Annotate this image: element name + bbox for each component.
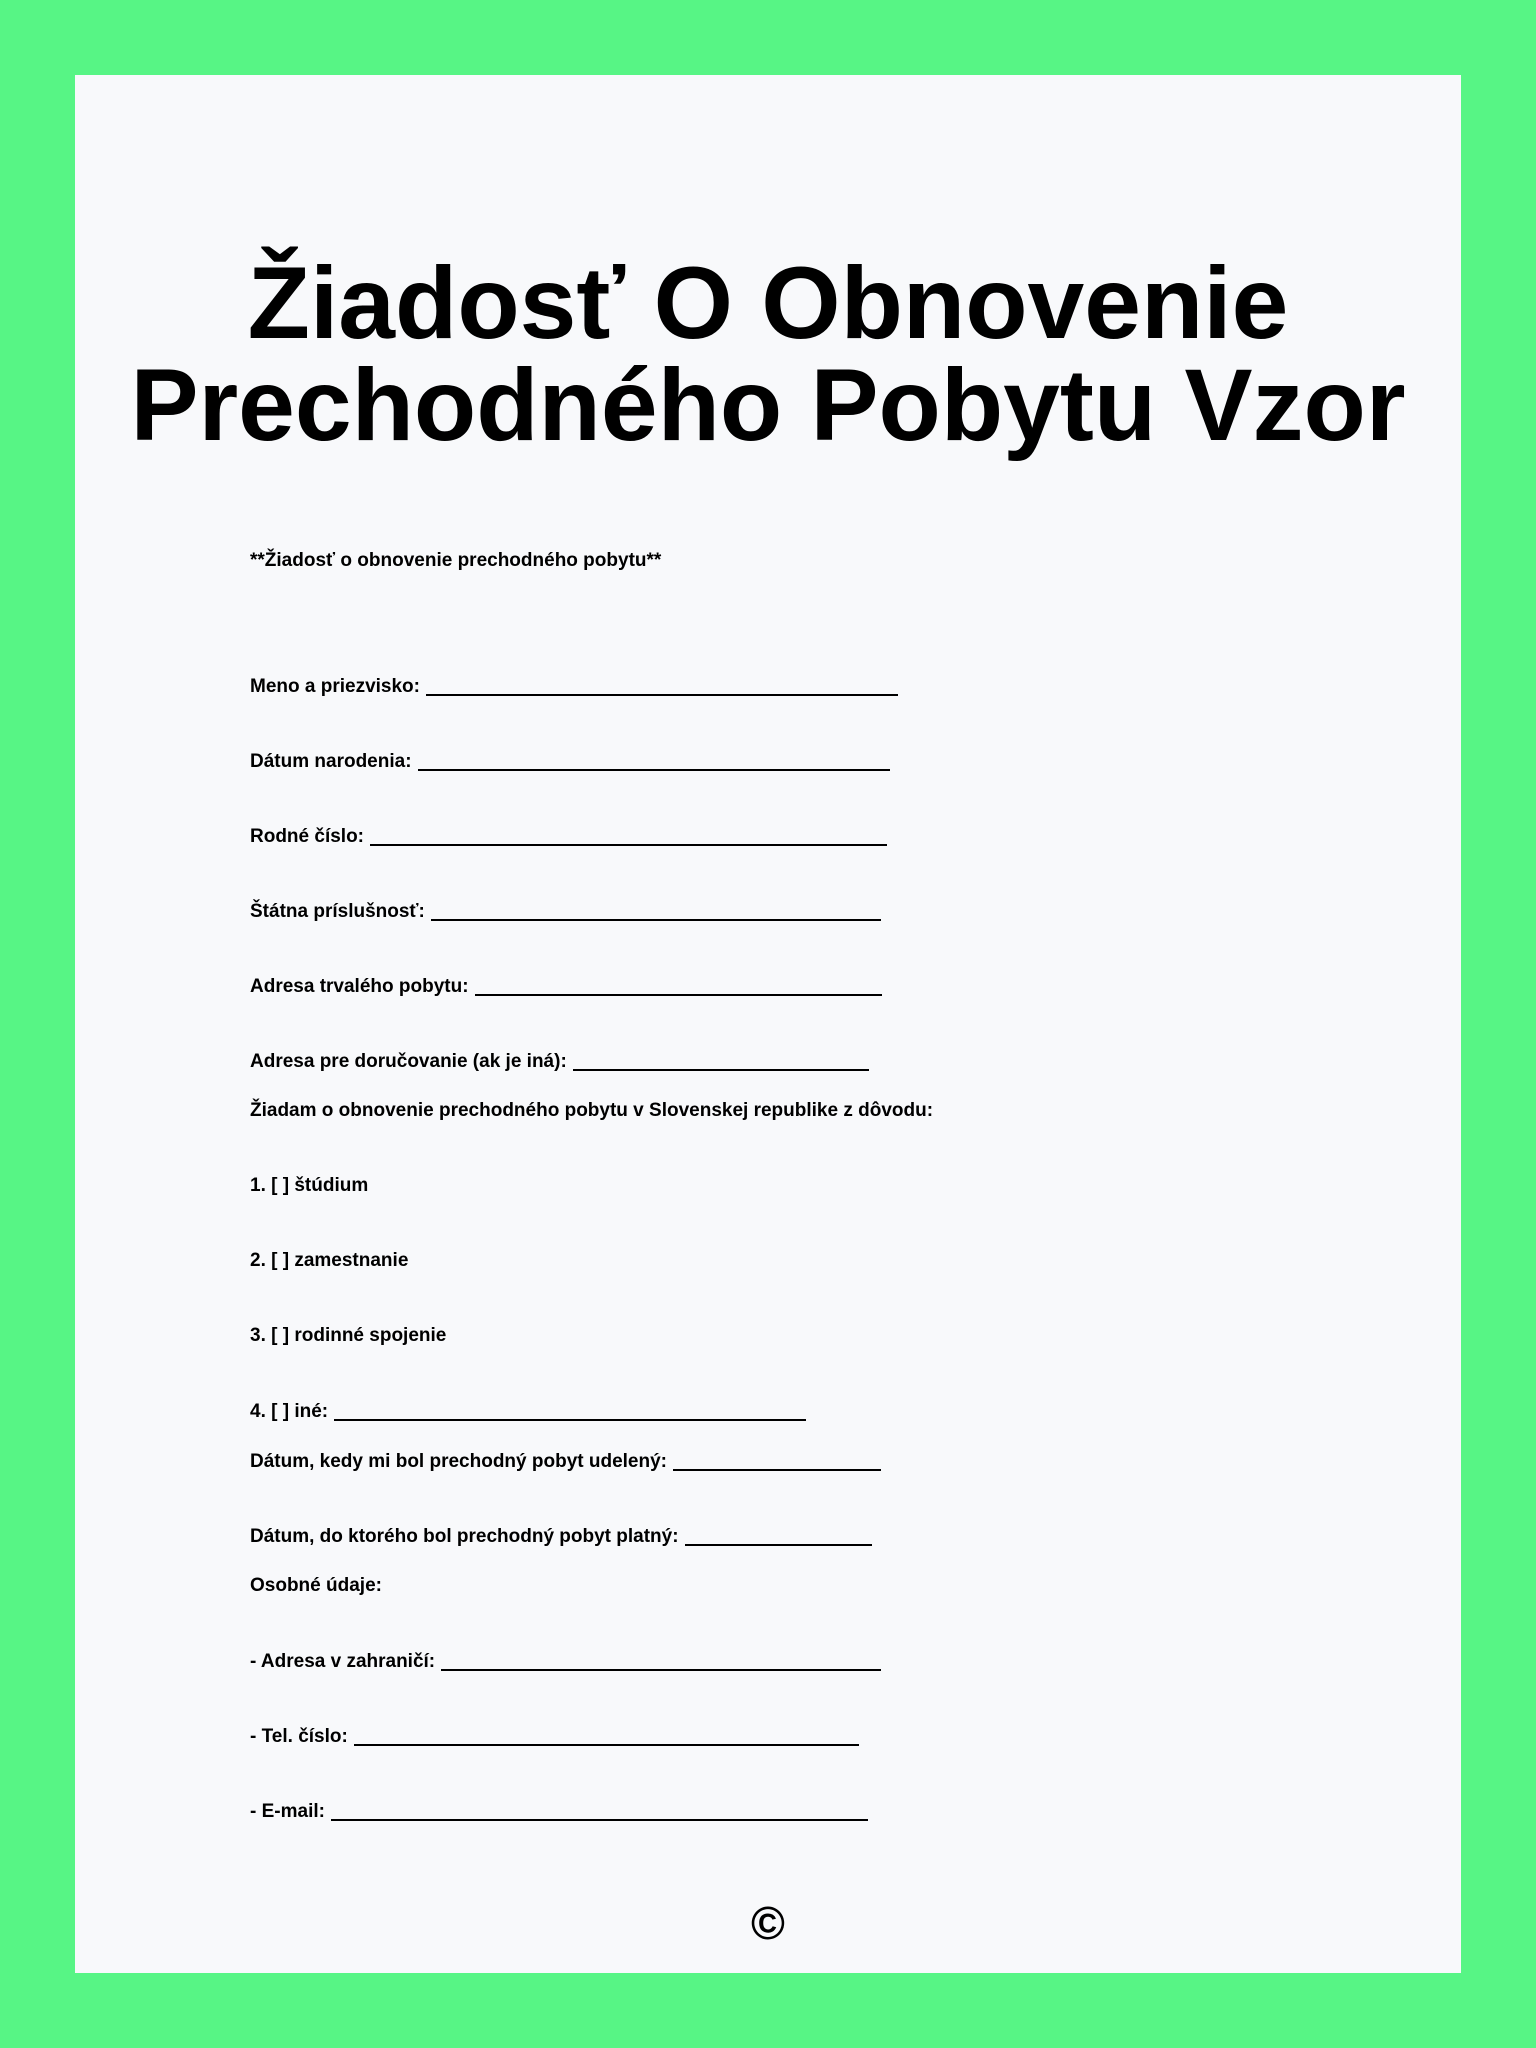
field-valid-until xyxy=(250,1524,872,1549)
field-email-blank[interactable] xyxy=(331,1799,868,1821)
field-name-label: Meno a priezvisko: xyxy=(250,676,420,697)
reason-option-study[interactable]: 1. [ ] štúdium xyxy=(250,1175,369,1196)
field-citizenship-label: Štátna príslušnosť: xyxy=(250,901,425,922)
field-birth-number-label: Rodné číslo: xyxy=(250,826,365,847)
field-valid-until-label: Dátum, do ktorého bol prechodný pobyt platný: xyxy=(250,1526,679,1547)
field-birth-number xyxy=(250,824,887,849)
reason-other-blank[interactable] xyxy=(334,1399,806,1421)
field-permanent-address xyxy=(250,974,882,999)
field-delivery-address-label: Adresa pre doručovanie (ak je iná): xyxy=(250,1051,567,1072)
field-granted-date-label: Dátum, kedy mi bol prechodný pobyt udelený: xyxy=(250,1451,667,1472)
field-foreign-address xyxy=(250,1649,881,1674)
document-title-line-2: Prechodného Pobytu Vzor xyxy=(130,348,1406,462)
field-granted-date-blank[interactable] xyxy=(673,1449,881,1471)
reason-option-other-label: 4. [ ] iné: xyxy=(250,1401,329,1422)
field-email-label: - E-mail: xyxy=(250,1801,325,1822)
field-granted-date xyxy=(250,1449,881,1474)
field-citizenship-blank[interactable] xyxy=(431,899,881,921)
copyright-symbol: © xyxy=(751,1897,785,1949)
field-citizenship xyxy=(250,899,881,924)
reason-option-employment[interactable]: 2. [ ] zamestnanie xyxy=(250,1250,409,1271)
document-title-line-1: Žiadosť O Obnovenie xyxy=(247,246,1289,360)
field-foreign-address-label: - Adresa v zahraničí: xyxy=(250,1651,436,1672)
field-valid-until-blank[interactable] xyxy=(685,1524,872,1546)
field-name xyxy=(250,674,898,699)
form-heading: **Žiadosť o obnovenie prechodného pobytu** xyxy=(250,550,662,571)
field-permanent-address-label: Adresa trvalého pobytu: xyxy=(250,976,469,997)
reason-option-family[interactable]: 3. [ ] rodinné spojenie xyxy=(250,1325,447,1346)
field-name-blank[interactable] xyxy=(426,674,898,696)
field-email xyxy=(250,1799,868,1824)
personal-heading: Osobné údaje: xyxy=(250,1575,382,1596)
field-permanent-address-blank[interactable] xyxy=(475,974,882,996)
reason-intro: Žiadam o obnovenie prechodného pobytu v Slovenskej republike z dôvodu: xyxy=(250,1100,934,1121)
field-birth-number-blank[interactable] xyxy=(370,824,887,846)
field-phone-blank[interactable] xyxy=(354,1724,859,1746)
reason-option-other[interactable] xyxy=(250,1399,806,1424)
field-birth-date xyxy=(250,749,890,774)
field-delivery-address xyxy=(250,1049,869,1074)
field-phone xyxy=(250,1724,859,1749)
field-delivery-address-blank[interactable] xyxy=(573,1049,869,1071)
field-phone-label: - Tel. číslo: xyxy=(250,1726,348,1747)
field-birth-date-label: Dátum narodenia: xyxy=(250,751,412,772)
document-page xyxy=(75,75,1461,1973)
field-foreign-address-blank[interactable] xyxy=(441,1649,881,1671)
field-birth-date-blank[interactable] xyxy=(418,749,890,771)
